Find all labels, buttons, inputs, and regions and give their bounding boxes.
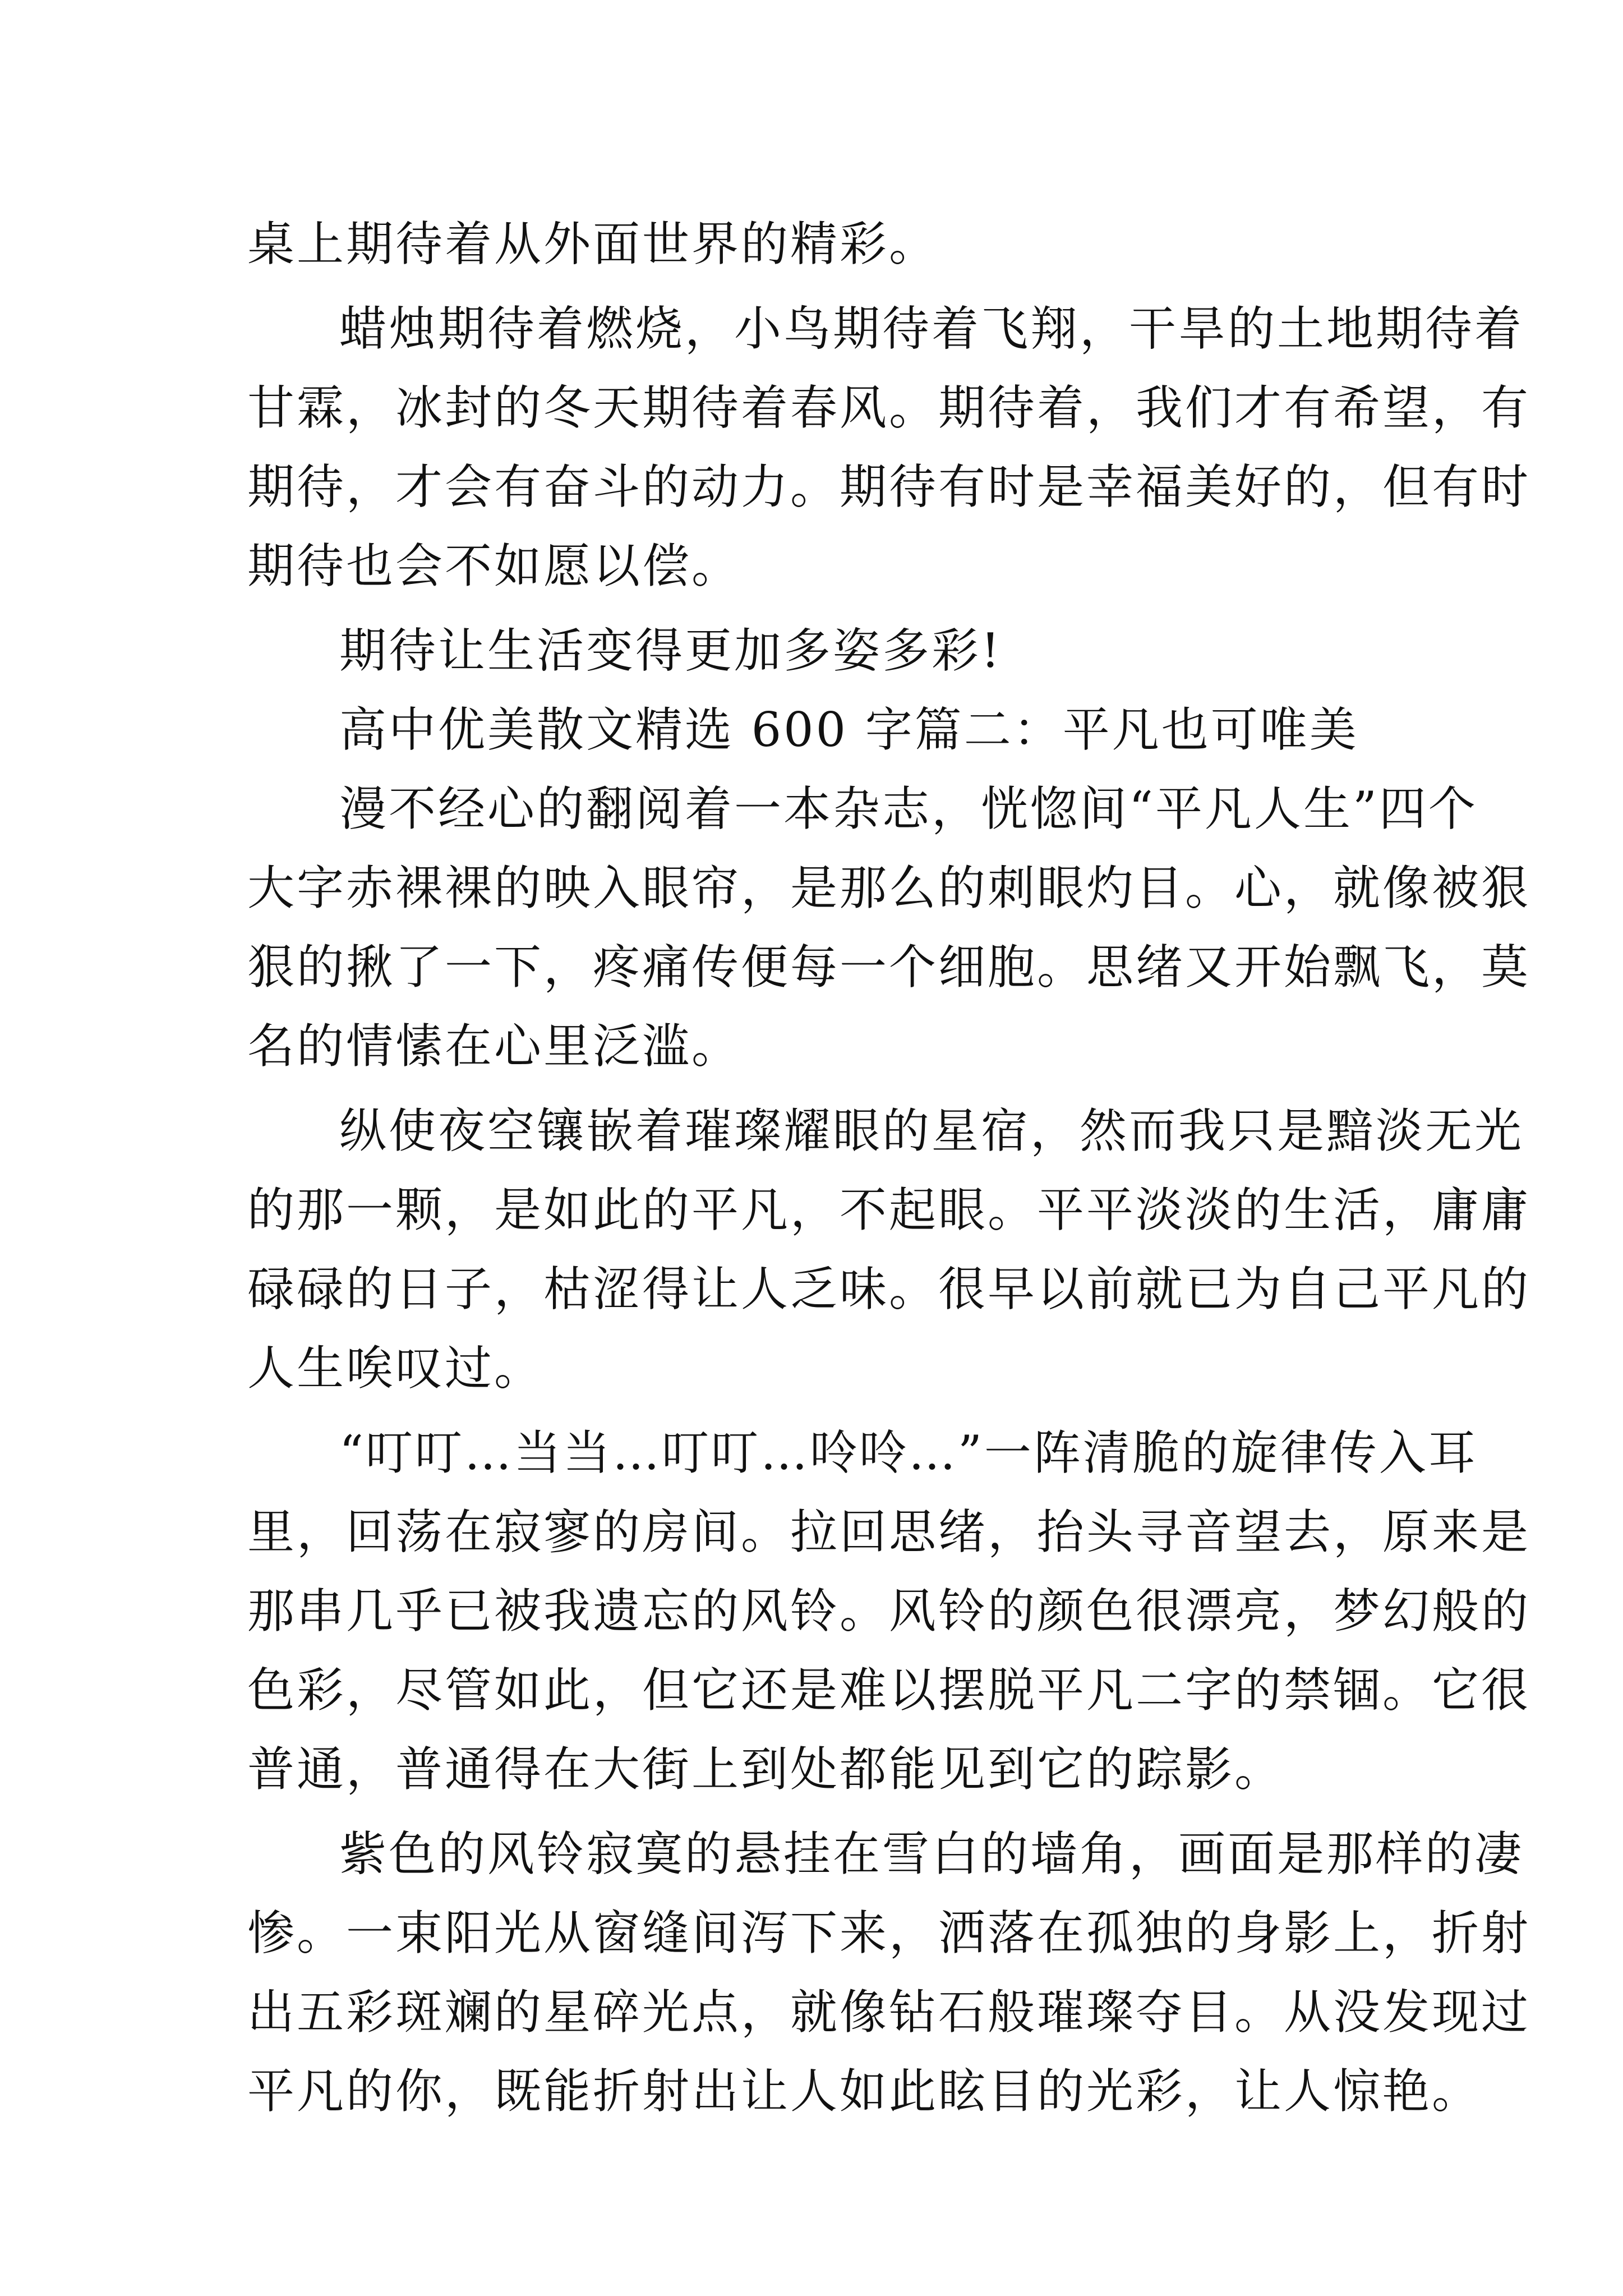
text-line: 漫不经心的翻阅着一本杂志，恍惚间“平凡人生”四个 [339,781,1478,836]
text-line: 蜡烛期待着燃烧，小鸟期待着飞翔，干旱的土地期待着 [339,301,1524,356]
text-line: 期待也会不如愿以偿。 [247,539,741,593]
text-line: 桌上期待着从外面世界的精彩。 [247,217,939,272]
text-line: 色彩，尽管如此，但它还是难以摆脱平凡二字的禁锢。它很 [247,1663,1531,1718]
text-line: 碌碌的日子，枯涩得让人乏味。很早以前就已为自己平凡的 [247,1262,1531,1317]
document-body [247,205,1531,2131]
paragraph-8 [247,1815,1531,2131]
paragraph-7 [247,1414,1531,1809]
text-line: 甘霖，冰封的冬天期待着春风。期待着，我们才有希望，有 [247,380,1531,435]
text-line: 紫色的风铃寂寞的悬挂在雪白的墙角，画面是那样的凄 [339,1826,1524,1881]
text-line: 那串几乎已被我遗忘的风铃。风铃的颜色很漂亮，梦幻般的 [247,1584,1531,1639]
text-line: 的那一颗，是如此的平凡，不起眼。平平淡淡的生活，庸庸 [247,1182,1531,1237]
text-line: 纵使夜空镶嵌着璀璨耀眼的星宿，然而我只是黯淡无光 [339,1103,1524,1158]
paragraph-3 [247,611,1386,691]
text-line: 名的情愫在心里泛滥。 [247,1019,741,1074]
text-line: 出五彩斑斓的星碎光点，就像钻石般璀璨夺目。从没发现过 [247,1985,1531,2040]
paragraph-6 [247,1092,1531,1408]
text-line: “叮叮…当当…叮叮…呤呤…”一阵清脆的旋律传入耳 [339,1425,1478,1480]
text-line: 普通，普通得在大街上到处都能见到它的踪影。 [247,1742,1284,1797]
paragraph-5 [247,770,1531,1086]
text-line: 大字赤裸裸的映入眼帘，是那么的刺眼灼目。心，就像被狠 [247,861,1531,915]
text-line: 里，回荡在寂寥的房间。拉回思绪，抬头寻音望去，原来是 [247,1504,1531,1559]
text-line: 狠的揪了一下，疼痛传便每一个细胞。思绪又开始飘飞，莫 [247,940,1531,995]
paragraph-2 [247,289,1531,606]
paragraph-1 [247,205,1386,284]
text-line: 平凡的你，既能折射出让人如此眩目的光彩，让人惊艳。 [247,2064,1482,2119]
text-line: 期待让生活变得更加多姿多彩! [339,623,1002,678]
text-line: 惨。一束阳光从窗缝间泻下来，洒落在孤独的身影上，折射 [247,1906,1531,1961]
section-title: 高中优美散文精选 600 字篇二：平凡也可唯美 [339,702,1359,757]
text-line: 人生唉叹过。 [247,1341,544,1396]
text-line: 期待，才会有奋斗的动力。期待有时是幸福美好的，但有时 [247,459,1531,514]
section-heading [247,691,1386,770]
